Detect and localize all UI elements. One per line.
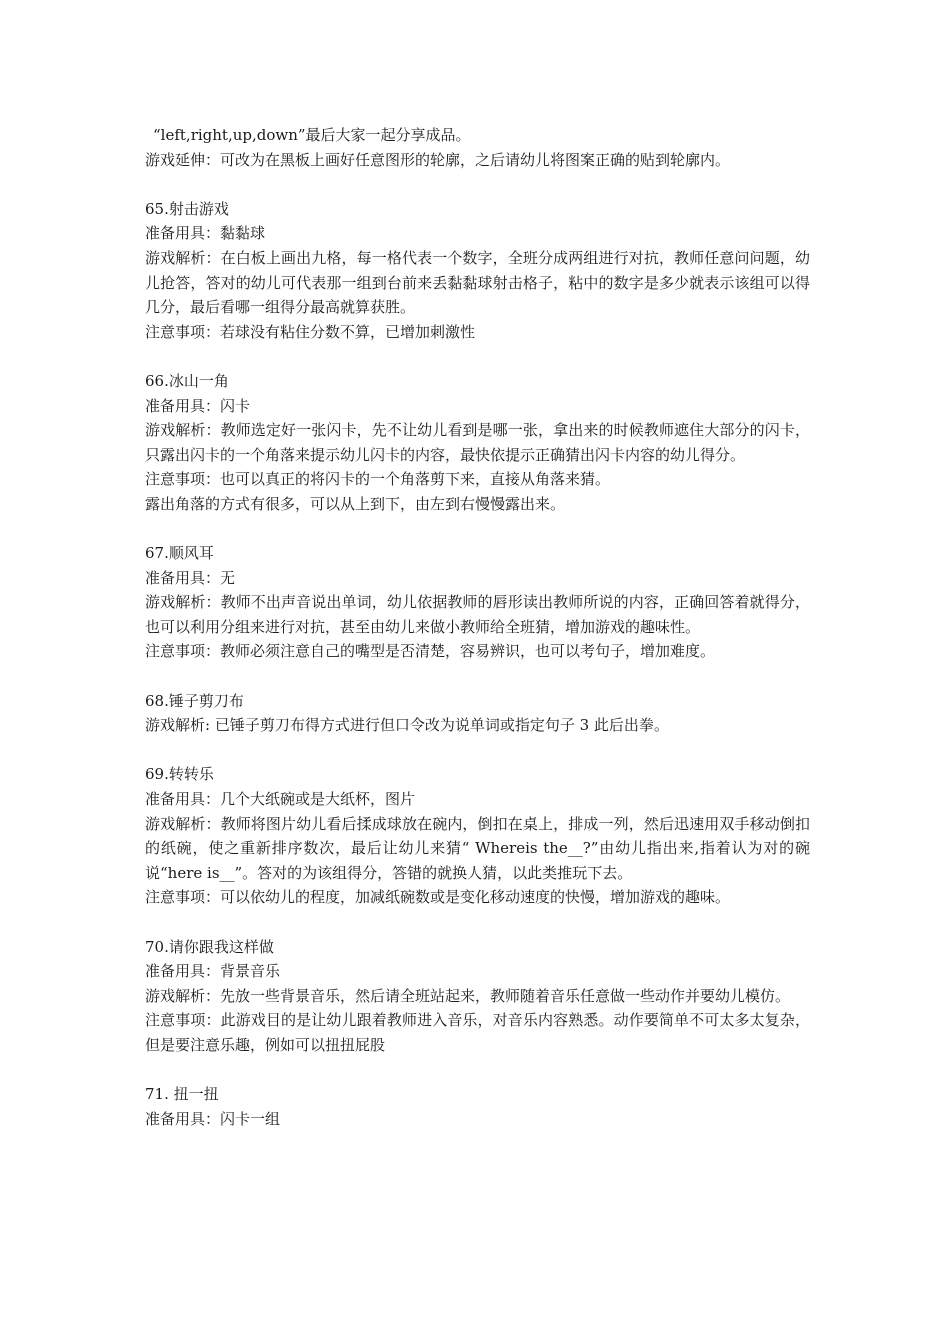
section-66-analysis: 游戏解析：教师选定好一张闪卡，先不让幼儿看到是哪一张，拿出来的时候教师遮住大部分的闪卡，只露出闪卡的一个角落来提示幼儿闪卡的内容，最快依提示正确猜出闪卡内容的幼儿得分。 <box>145 421 810 464</box>
section-71-tools: 准备用具：闪卡一组 <box>145 1109 281 1128</box>
section-67-analysis: 游戏解析：教师不出声音说出单词，幼儿依据教师的唇形读出教师所说的内容，正确回答着就得分，也可以利用分组来进行对抗，甚至由幼儿来做小教师给全班猜，增加游戏的趣味性。 <box>145 593 810 636</box>
section-70-notes: 注意事项：此游戏目的是让幼儿跟着教师进入音乐，对音乐内容熟悉。动作要简单不可太多太复杂，但是要注意乐趣，例如可以扭扭屁股 <box>145 1011 810 1054</box>
spacer <box>145 344 810 369</box>
spacer <box>145 664 810 689</box>
intro-first-line: “left,right,up,down”最后大家一起分享成品。 <box>153 126 471 144</box>
spacer <box>145 738 810 763</box>
spacer <box>145 172 810 197</box>
document-body <box>145 123 810 1131</box>
section-67-notes: 注意事项：教师必须注意自己的嘴型是否清楚，容易辨识，也可以考句子，增加难度。 <box>145 642 716 661</box>
section-65-analysis: 游戏解析：在白板上画出九格，每一格代表一个数字，全班分成两组进行对抗，教师任意问问题，幼儿抢答，答对的幼儿可代表那一组到台前来丢黏黏球射击格子，粘中的数字是多少就表示该组可以得几分，最后看哪一组得分最高就算获胜。 <box>145 248 810 317</box>
section-68-analysis: 游戏解析: 已锤子剪刀布得方式进行但口令改为说单词或指定句子 3 此后出拳。 <box>145 716 669 735</box>
section-69-analysis: 游戏解析：教师将图片幼儿看后揉成球放在碗内，倒扣在桌上，排成一列，然后迅速用双手移动倒扣的纸碗，使之重新排序数次，最后让幼儿来猜“ Whereis the__?”由幼儿指出来,指着认为对的碗说“here is__”。答对的为该组得分，答错的就换人猜，以此类推玩下去。 <box>145 814 810 882</box>
section-69-notes: 注意事项：可以依幼儿的程度，加减纸碗数或是变化移动速度的快慢，增加游戏的趣味。 <box>145 888 731 907</box>
section-title-69: 69.转转乐 <box>145 765 214 784</box>
section-65-tools: 准备用具：黏黏球 <box>145 224 266 243</box>
intro-extension: 游戏延伸：可改为在黑板上画好任意图形的轮廓，之后请幼儿将图案正确的贴到轮廓内。 <box>145 150 731 169</box>
section-title-70: 70.请你跟我这样做 <box>145 937 274 956</box>
section-67-tools: 准备用具：无 <box>145 568 236 587</box>
section-70-tools: 准备用具：背景音乐 <box>145 962 281 981</box>
section-66-notes-extra: 露出角落的方式有很多，可以从上到下，由左到右慢慢露出来。 <box>145 494 566 513</box>
spacer <box>145 910 810 935</box>
section-title-66: 66.冰山一角 <box>145 371 229 390</box>
section-65-notes: 注意事项：若球没有粘住分数不算，已增加刺激性 <box>145 322 476 341</box>
spacer <box>145 517 810 542</box>
section-title-71: 71. 扭一扭 <box>145 1085 219 1104</box>
section-title-65: 65.射击游戏 <box>145 199 229 218</box>
section-66-tools: 准备用具：闪卡 <box>145 396 251 415</box>
section-title-68: 68.锤子剪刀布 <box>145 691 244 710</box>
section-70-analysis: 游戏解析：先放一些背景音乐，然后请全班站起来，教师随着音乐任意做一些动作并要幼儿模仿。 <box>145 986 791 1005</box>
section-69-tools: 准备用具：几个大纸碗或是大纸杯，图片 <box>145 790 416 809</box>
section-title-67: 67.顺风耳 <box>145 544 214 563</box>
section-66-notes: 注意事项：也可以真正的将闪卡的一个角落剪下来，直接从角落来猜。 <box>145 470 611 489</box>
spacer <box>145 1058 810 1083</box>
